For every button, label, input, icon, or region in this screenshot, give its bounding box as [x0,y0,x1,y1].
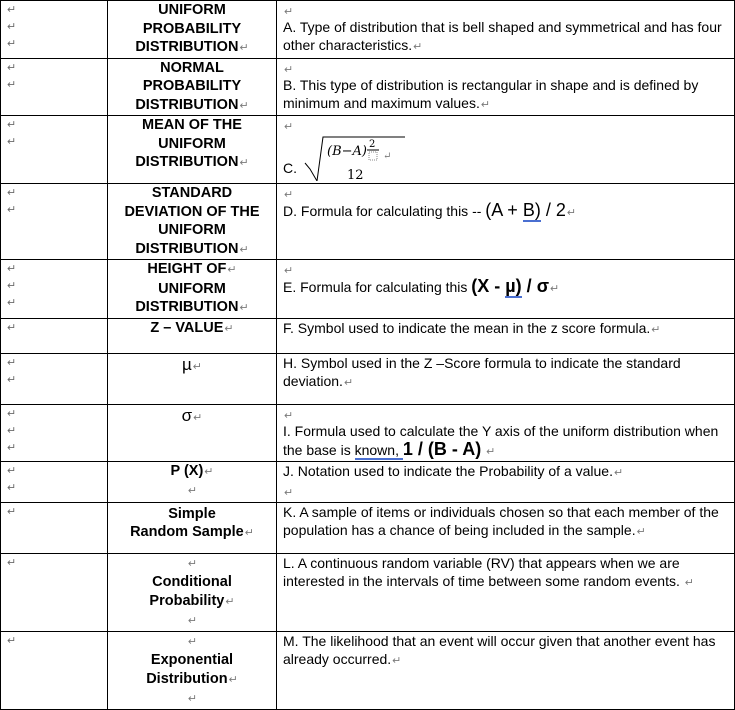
term-cell: ↵ Exponential Distribution↵ ↵ [108,631,277,709]
term-line: DISTRIBUTION [135,299,239,315]
definition-text: A. Type of distribution that is bell shaped and symmetrical and has four other characteristics. [283,19,722,53]
underlined-word: known, [354,441,403,458]
sigma-symbol: σ [181,405,193,425]
term-line: P (X) [170,462,204,479]
definition-text: F. Symbol used to indicate the mean in the z score formula. [283,319,651,336]
definition-cell: ↵ A. Type of distribution that is bell shaped and symmetrical and has four other characteristics.↵ [277,1,735,59]
term-cell: STANDARD DEVIATION OF THE UNIFORM DISTRIBUTION↵ [108,184,277,260]
table-row [1,502,735,553]
definition-cell: H. Symbol used in the Z –Score formula to indicate the standard deviation.↵ [277,353,735,404]
definition-cell: ↵ B. This type of distribution is rectangular in shape and is defined by minimum and maximum values.↵ [277,58,735,116]
term-line: DISTRIBUTION [135,154,239,170]
term-line: UNIFORM [158,2,226,18]
term-line: PROBABILITY [142,20,242,37]
formula-text: (X - µ) / σ [471,276,550,296]
term-line: Z – VALUE [150,319,224,336]
definition-cell: ↵ D. Formula for calculating this -- (A + B) / 2↵ [277,184,735,260]
term-cell: MEAN OF THE UNIFORM DISTRIBUTION↵ [108,116,277,184]
marker-cell: ↵ ↵ [1,58,108,116]
term-line: UNIFORM [158,280,226,297]
definition-text: E. Formula for calculating this [283,279,468,295]
table-row [1,184,735,260]
table-row [1,631,735,709]
marker-cell: ↵ ↵ ↵ [1,260,108,319]
term-line: DEVIATION OF THE [124,203,260,220]
term-cell: P (X)↵ ↵ [108,461,277,502]
formula-text: (A + B) / 2 [485,200,566,220]
term-line: Simple [168,505,216,522]
definition-text: J. Notation used to indicate the Probability of a value. [283,462,613,479]
definition-text: H. Symbol used in the Z –Score formula to indicate the standard deviation. [283,354,681,389]
definition-text: L. A continuous random variable (RV) that appears when we are interested in the intervals of time between some random events. [283,554,684,589]
term-line: Exponential [150,652,234,668]
definition-prefix: C. [283,160,297,176]
definition-cell: K. A sample of items or individuals chosen so that each member of the population has a chance of being included in the sample.↵ [277,502,735,553]
term-line: NORMAL [160,59,224,76]
term-line: Probability [149,592,225,609]
definition-cell: L. A continuous random variable (RV) that appears when we are interested in the intervals of time between some random events. ↵ [277,553,735,631]
marker-cell: ↵ [1,502,108,553]
marker-cell: ↵ ↵ [1,116,108,184]
formula-exponent: 2 [369,139,376,150]
term-cell: UNIFORM PROBABILITY DISTRIBUTION↵ [108,1,277,59]
term-line: UNIFORM [158,135,226,152]
term-cell: ↵ Conditional Probability↵ ↵ [108,553,277,631]
marker-cell: ↵ [1,631,108,709]
marker-cell: ↵ ↵ [1,461,108,502]
term-line: DISTRIBUTION [135,240,239,257]
term-line: Distribution [146,670,228,687]
std-dev-formula [301,133,411,181]
definition-text: I. Formula used to calculate the Y axis of the uniform distribution when the base is [283,422,719,458]
term-line: DISTRIBUTION [135,96,239,113]
formula-numerator: (B−A) [327,144,367,159]
term-cell: NORMAL PROBABILITY DISTRIBUTION↵ [108,58,277,116]
term-line: Conditional [152,574,232,590]
term-line: DISTRIBUTION [135,39,239,55]
table-row [1,58,735,116]
formula-text: 1 / (B - A) [402,438,482,459]
marker-cell: ↵ ↵ ↵ [1,1,108,59]
definition-text: D. Formula for calculating this -- [283,203,482,219]
table-row [1,116,735,184]
definition-text: M. The likelihood that an event will occur given that another event has already occurred. [283,632,716,667]
definition-cell: ↵ I. Formula used to calculate the Y axis of the uniform distribution when the base is known, 1 / (B - A) ↵ [277,404,735,461]
marker-cell: ↵ ↵ [1,353,108,404]
term-cell: σ↵ [108,404,277,461]
definition-cell: F. Symbol used to indicate the mean in the z score formula.↵ [277,318,735,353]
term-line: MEAN OF THE [142,117,242,133]
table-row [1,553,735,631]
definition-text: K. A sample of items or individuals chosen so that each member of the population has a chance of being included in the sample. [283,503,719,538]
marker-cell: ↵ [1,318,108,353]
formula-denominator: 12 [347,168,364,181]
term-cell: Z – VALUE↵ [108,318,277,353]
term-line: UNIFORM [158,222,226,238]
term-line: HEIGHT OF [147,261,227,277]
definition-cell: ↵ E. Formula for calculating this (X - µ) / σ↵ [277,260,735,319]
definition-cell: ↵ C. (B−A) 2 12 ↵ [277,116,735,184]
term-line: Random Sample [130,524,244,540]
term-line: PROBABILITY [142,78,242,94]
table-row [1,260,735,319]
table-row [1,461,735,502]
table-row [1,353,735,404]
table-row [1,404,735,461]
term-cell: HEIGHT OF↵ UNIFORM DISTRIBUTION↵ [108,260,277,319]
placeholder-box [369,152,377,160]
marker-cell: ↵ ↵ ↵ [1,404,108,461]
definition-cell: J. Notation used to indicate the Probability of a value.↵ ↵ [277,461,735,502]
table-row [1,318,735,353]
marker-cell: ↵ ↵ [1,184,108,260]
definition-cell: M. The likelihood that an event will occur given that another event has already occurred.↵ [277,631,735,709]
table-row [1,1,735,59]
term-line: STANDARD [151,185,233,201]
term-cell: Simple Random Sample↵ [108,502,277,553]
marker-cell: ↵ [1,553,108,631]
definition-text: B. This type of distribution is rectangular in shape and is defined by minimum and maximum values. [283,76,699,111]
mu-symbol: µ [181,354,192,374]
return-mark: ↵ [383,151,392,162]
term-cell: µ↵ [108,353,277,404]
